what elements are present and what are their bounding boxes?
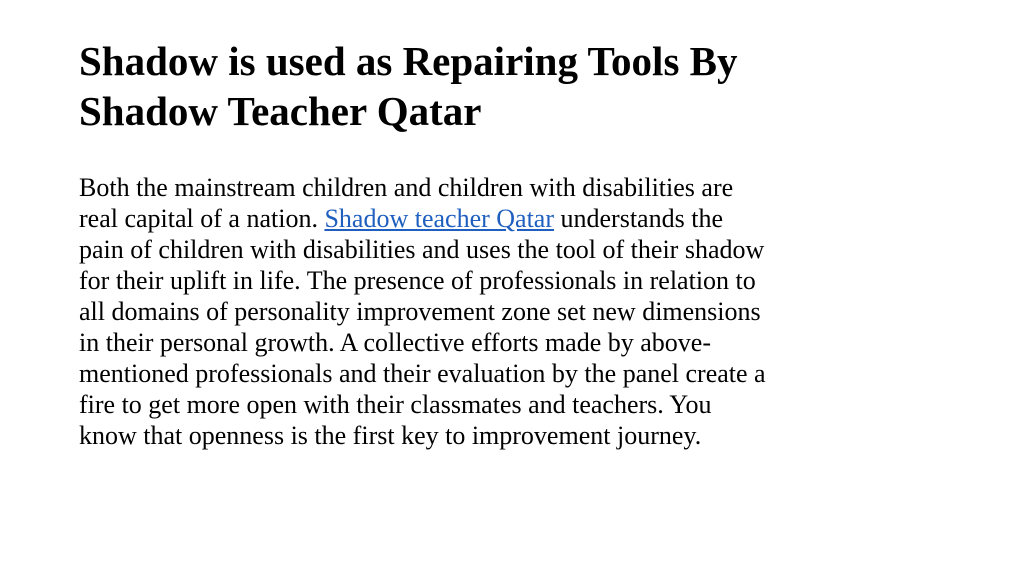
- paragraph-line-4: for their uplift in life. The presence of professionals in relation to: [79, 266, 756, 295]
- paragraph-line-3: pain of children with disabilities and uses the tool of their shadow: [79, 235, 765, 264]
- slide-title-line-2: Shadow Teacher Qatar: [79, 88, 482, 134]
- slide-body-paragraph: [79, 172, 959, 451]
- slide-title: [79, 36, 979, 136]
- paragraph-line-7: mentioned professionals and their evaluation by the panel create a: [79, 359, 766, 388]
- paragraph-line-2: [79, 203, 959, 234]
- paragraph-line-5: all domains of personality improvement zone set new dimensions: [79, 297, 761, 326]
- paragraph-line-8: fire to get more open with their classmates and teachers. You: [79, 390, 712, 419]
- paragraph-line-2-text-before-link: real capital of a nation.: [79, 204, 325, 233]
- paragraph-line-2-text-after-link: understands the: [554, 204, 723, 233]
- paragraph-line-9: know that openness is the first key to improvement journey.: [79, 421, 702, 450]
- paragraph-line-1: Both the mainstream children and children with disabilities are: [79, 173, 734, 202]
- paragraph-line-6: in their personal growth. A collective efforts made by above-: [79, 328, 711, 357]
- slide-title-line-1: Shadow is used as Repairing Tools By: [79, 38, 738, 84]
- shadow-teacher-qatar-link[interactable]: Shadow teacher Qatar: [324, 204, 555, 233]
